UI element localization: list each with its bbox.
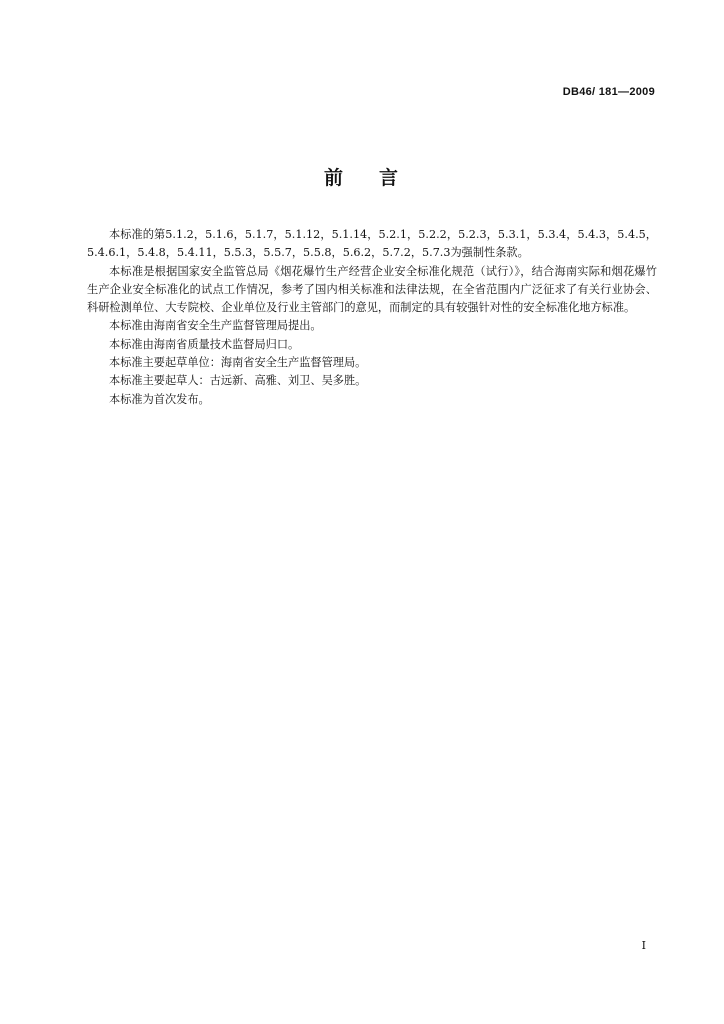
title-char-1: 前 — [323, 167, 345, 189]
paragraph-centralized-by: 本标准由海南省质量技术监督局归口。 — [109, 337, 300, 351]
paragraph-basis: 本标准是根据国家安全监管总局《烟花爆竹生产经营企业安全标准化规范（试行）》，结合海南实际和烟花爆竹生产企业安全标准化的试点工作情况，参考了国内相关标准和法律法规，在全省范围内广泛征求了有关行业协会、科研检测单位、大专院校、企业单位及行业主管部门的意见，而制定的具有较强针对性的安全标准化地方标准。 — [87, 264, 657, 315]
title-char-2: 言 — [379, 167, 401, 189]
paragraph-first-release: 本标准为首次发布。 — [109, 392, 210, 406]
standard-code: DB46/ 181—2009 — [562, 86, 655, 98]
header-rule — [88, 104, 655, 105]
foreword-body — [87, 226, 657, 409]
page-number: I — [641, 939, 646, 952]
paragraph-mandatory-clauses: 本标准的第5.1.2，5.1.6，5.1.7，5.1.12，5.1.14，5.2.1，5.2.2，5.2.3，5.3.1，5.3.4，5.4.3，5.4.5，5.4.6.1，5.4.8，5.4.11，5.5.3，5.5.7，5.5.8，5.6.2，5.7.2，5.7.3为强制性条款。 — [87, 228, 657, 260]
paragraph-proposed-by: 本标准由海南省安全生产监督管理局提出。 — [109, 319, 322, 333]
paragraph-drafters: 本标准主要起草人：古远新、高雅、刘卫、吴多胜。 — [109, 374, 367, 388]
page-title — [0, 163, 724, 190]
paragraph-drafting-unit: 本标准主要起草单位：海南省安全生产监督管理局。 — [109, 356, 367, 370]
